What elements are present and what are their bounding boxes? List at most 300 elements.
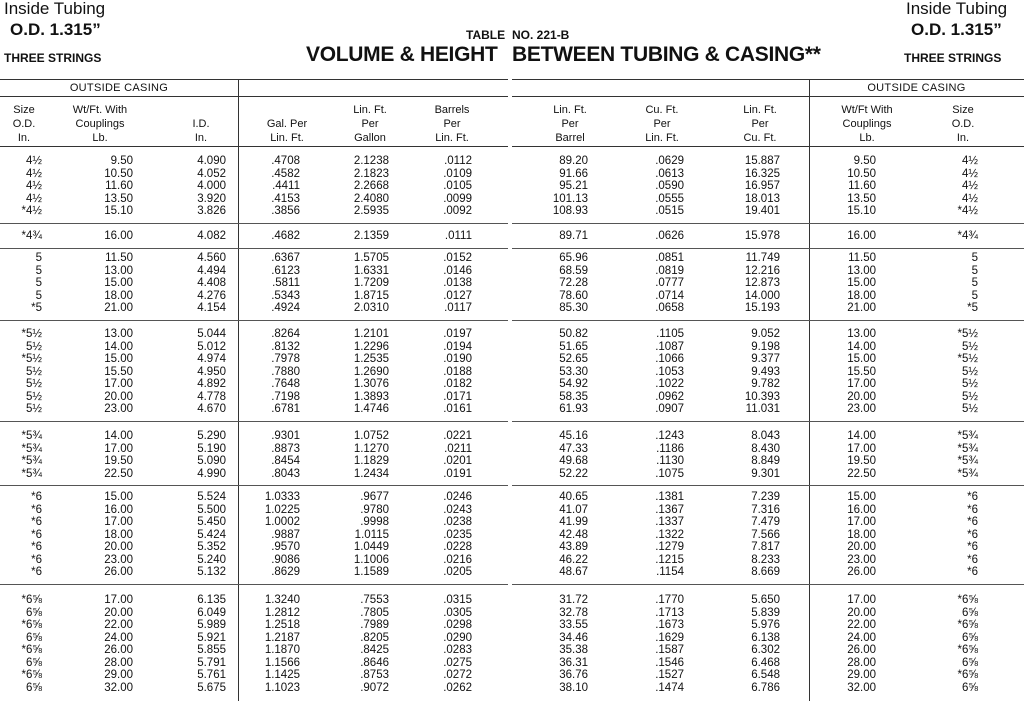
table-cell: 5.190: [197, 442, 226, 455]
table-cell: 1.2434: [353, 467, 389, 480]
table-cell: 4½: [26, 167, 42, 180]
table-cell: 14.000: [744, 289, 780, 302]
table-cell: 36.31: [559, 656, 588, 669]
table-cell: 5½: [26, 378, 42, 390]
table-cell: 10.50: [847, 167, 876, 180]
column-header-rule: [0, 146, 508, 147]
table-cell: 23.00: [847, 553, 876, 566]
table-cell: .6367: [271, 252, 300, 264]
table-cell: .8264: [271, 328, 300, 340]
table-cell: .0201: [443, 455, 472, 467]
table-cell: 4.778: [197, 390, 226, 403]
table-cell: *6: [31, 503, 42, 516]
left-column-header-1-line-1: Couplings: [75, 118, 125, 130]
group-separator: [512, 223, 1024, 224]
right-column-header-4-line-1: O.D.: [951, 118, 975, 130]
table-cell: 22.50: [104, 467, 133, 480]
table-number-left: TABLE: [466, 28, 506, 42]
outside-casing-header-left: OUTSIDE CASING: [69, 82, 169, 94]
table-cell: 18.013: [744, 192, 780, 205]
table-cell: 7.566: [751, 528, 780, 541]
left-column-header-3-line-2: Lin. Ft.: [270, 132, 304, 144]
table-cell: 7.239: [751, 491, 780, 503]
left-column-header-5-line-2: Lin. Ft.: [435, 132, 469, 144]
table-cell: 32.78: [559, 606, 588, 619]
table-cell: *6: [967, 566, 978, 578]
table-cell: .1075: [655, 467, 684, 480]
table-cell: 47.33: [559, 442, 588, 455]
table-cell: 5½: [26, 403, 42, 415]
table-cell: 72.28: [559, 277, 588, 289]
table-cell: 5½: [26, 365, 42, 378]
table-cell: .1215: [655, 553, 684, 566]
table-cell: 9.50: [853, 155, 876, 167]
table-cell: 17.00: [104, 378, 133, 390]
table-cell: .0777: [655, 277, 684, 289]
table-cell: .1587: [655, 644, 684, 656]
table-cell: 19.50: [104, 455, 133, 467]
table-cell: 1.0225: [264, 503, 300, 516]
table-top-rule-right: [512, 79, 1024, 80]
table-cell: 20.00: [847, 606, 876, 619]
table-cell: *6: [31, 516, 42, 528]
table-cell: .0907: [655, 403, 684, 415]
table-cell: .7648: [271, 378, 300, 390]
table-cell: .9086: [271, 553, 300, 566]
table-cell: 91.66: [559, 167, 588, 180]
table-cell: 5.424: [197, 528, 226, 541]
table-cell: 8.233: [751, 553, 780, 566]
table-cell: .1474: [655, 681, 684, 694]
table-cell: .0182: [443, 378, 472, 390]
table-cell: .0555: [655, 192, 684, 205]
column-header-rule-right: [512, 146, 1024, 147]
table-cell: .8132: [271, 340, 300, 353]
table-cell: .8043: [271, 467, 300, 480]
table-cell: 4.000: [197, 180, 226, 192]
table-cell: .0112: [444, 155, 472, 167]
table-cell: .4682: [271, 230, 300, 242]
table-cell: *5¾: [21, 442, 42, 455]
table-cell: 5.989: [197, 619, 226, 631]
table-cell: .7989: [360, 619, 389, 631]
table-cell: 68.59: [559, 264, 588, 277]
table-cell: .0851: [655, 252, 684, 264]
table-cell: 42.48: [559, 528, 588, 541]
table-cell: 36.76: [559, 669, 588, 681]
table-cell: 11.50: [848, 252, 876, 264]
table-cell: *6: [31, 553, 42, 566]
left-column-header-4-line-0: Lin. Ft.: [353, 104, 387, 116]
table-cell: 5.650: [751, 594, 780, 606]
table-cell: .0211: [444, 442, 472, 455]
table-cell: 5.240: [197, 553, 226, 566]
table-cell: *5¾: [21, 430, 42, 442]
group-separator: [512, 421, 1024, 422]
table-cell: 6⅝: [962, 631, 978, 644]
table-cell: 26.00: [847, 566, 876, 578]
table-cell: 1.1589: [353, 566, 389, 578]
table-cell: 15.00: [847, 277, 876, 289]
table-cell: .0626: [655, 230, 684, 242]
table-cell: 1.1870: [264, 644, 300, 656]
table-cell: 11.031: [745, 403, 780, 415]
table-cell: 5: [35, 277, 42, 289]
group-separator: [512, 320, 1024, 321]
table-cell: 1.5705: [353, 252, 389, 264]
table-cell: 4.974: [197, 353, 226, 365]
table-cell: 45.16: [559, 430, 588, 442]
table-cell: .0658: [655, 302, 684, 314]
table-cell: 17.00: [847, 516, 876, 528]
right-od: O.D. 1.315”: [911, 20, 1002, 39]
table-cell: .0221: [443, 430, 472, 442]
table-cell: 2.2668: [353, 180, 389, 192]
table-cell: 2.0310: [353, 302, 389, 314]
table-cell: 3.920: [197, 192, 226, 205]
table-cell: 15.887: [744, 155, 780, 167]
main-title-right: BETWEEN TUBING & CASING**: [512, 43, 821, 66]
left-title: Inside Tubing: [4, 0, 106, 18]
table-cell: 1.3240: [264, 594, 300, 606]
table-cell: 3.826: [197, 205, 226, 217]
table-cell: .0092: [443, 205, 472, 217]
group-separator: [0, 248, 508, 249]
table-cell: .0290: [443, 631, 472, 644]
table-cell: 18.00: [104, 528, 133, 541]
group-separator: [512, 248, 1024, 249]
table-cell: .0109: [443, 167, 472, 180]
left-column-header-1-line-2: Lb.: [92, 132, 108, 144]
table-cell: 1.1566: [264, 656, 300, 669]
table-cell: 9.50: [110, 155, 133, 167]
table-cell: .1243: [655, 430, 684, 442]
table-cell: 2.5935: [353, 205, 389, 217]
table-cell: 5.500: [197, 503, 226, 516]
table-cell: .0152: [443, 252, 472, 264]
table-cell: 1.2101: [353, 328, 389, 340]
table-cell: *5: [31, 302, 42, 314]
table-cell: 16.957: [744, 180, 780, 192]
table-cell: 2.1238: [353, 155, 389, 167]
table-cell: .1367: [655, 503, 684, 516]
table-cell: *6: [967, 528, 978, 541]
table-cell: 5½: [26, 340, 42, 353]
table-cell: *5½: [957, 328, 978, 340]
table-cell: .1673: [655, 619, 684, 631]
table-cell: 1.2296: [353, 340, 389, 353]
left-od: O.D. 1.315”: [10, 20, 101, 39]
table-cell: 4½: [962, 155, 978, 167]
table-cell: 38.10: [559, 681, 588, 694]
table-cell: 1.0449: [353, 541, 389, 553]
table-cell: 4½: [962, 167, 978, 180]
table-cell: 5: [35, 252, 42, 264]
table-cell: 5.921: [197, 631, 226, 644]
right-column-header-0-line-0: Lin. Ft.: [553, 104, 587, 116]
table-cell: .7805: [360, 606, 389, 619]
table-cell: .0161: [443, 403, 472, 415]
table-cell: *4½: [21, 205, 42, 217]
table-cell: 5: [35, 289, 42, 302]
group-separator: [0, 584, 508, 585]
table-cell: 13.00: [104, 328, 133, 340]
table-cell: 78.60: [559, 289, 588, 302]
left-column-header-4-line-1: Per: [361, 118, 379, 130]
table-cell: .1087: [655, 340, 684, 353]
group-header-rule-right: [512, 96, 1024, 97]
group-separator: [0, 320, 508, 321]
table-cell: .9887: [271, 528, 300, 541]
table-cell: 2.1359: [353, 230, 389, 242]
table-cell: 5: [971, 289, 978, 302]
table-cell: .0246: [443, 491, 472, 503]
table-cell: *6: [31, 528, 42, 541]
table-cell: .4411: [272, 180, 300, 192]
table-cell: 9.052: [751, 328, 780, 340]
table-cell: *6: [31, 491, 42, 503]
table-cell: .1066: [655, 353, 684, 365]
left-column-header-0-line-2: In.: [17, 132, 31, 144]
table-cell: 7.479: [751, 516, 780, 528]
table-cell: 9.377: [751, 353, 780, 365]
table-cell: 14.00: [104, 430, 133, 442]
table-cell: 16.00: [104, 503, 133, 516]
table-cell: *6⅝: [21, 644, 42, 656]
table-cell: 5.290: [197, 430, 226, 442]
table-cell: 1.2690: [353, 365, 389, 378]
main-title-left: VOLUME & HEIGHT: [306, 43, 498, 66]
table-cell: 5: [971, 277, 978, 289]
table-cell: 6⅝: [26, 681, 42, 694]
table-cell: .0197: [443, 328, 472, 340]
table-cell: 9.493: [751, 365, 780, 378]
table-cell: 6.049: [197, 606, 226, 619]
table-cell: .0243: [443, 503, 472, 516]
table-cell: *5¾: [957, 455, 978, 467]
table-cell: 24.00: [847, 631, 876, 644]
table-cell: .8629: [271, 566, 300, 578]
table-cell: *6⅝: [957, 619, 978, 631]
table-cell: 6.786: [751, 681, 780, 694]
table-cell: .0819: [655, 264, 684, 277]
table-cell: 31.72: [559, 594, 588, 606]
table-cell: 35.38: [559, 644, 588, 656]
left-column-header-2-line-1: I.D.: [192, 118, 210, 130]
table-cell: 17.00: [104, 594, 133, 606]
table-cell: .4582: [271, 167, 300, 180]
table-cell: 32.00: [847, 681, 876, 694]
table-cell: .0613: [655, 167, 684, 180]
table-cell: 20.00: [847, 541, 876, 553]
table-cell: 15.50: [847, 365, 876, 378]
table-cell: 4.494: [197, 264, 226, 277]
table-cell: 15.00: [104, 353, 133, 365]
table-cell: .0962: [655, 390, 684, 403]
left-column-header-4-line-2: Gallon: [354, 132, 386, 144]
table-cell: 5.675: [197, 681, 226, 694]
table-cell: *5½: [21, 328, 42, 340]
table-cell: 5.855: [197, 644, 226, 656]
table-cell: 4.408: [197, 277, 226, 289]
table-cell: 5.450: [197, 516, 226, 528]
table-cell: .8205: [360, 631, 389, 644]
right-page: [512, 0, 1024, 701]
table-cell: .7978: [271, 353, 300, 365]
table-cell: 16.325: [744, 167, 780, 180]
table-cell: 15.50: [104, 365, 133, 378]
table-cell: 18.00: [104, 289, 133, 302]
table-cell: 26.00: [104, 644, 133, 656]
table-cell: 108.93: [552, 205, 588, 217]
table-cell: .9998: [360, 516, 389, 528]
table-cell: 1.2812: [264, 606, 300, 619]
left-column-header-3-line-1: Gal. Per: [266, 118, 308, 130]
table-cell: .0305: [443, 606, 472, 619]
table-cell: 51.65: [559, 340, 588, 353]
table-cell: 21.00: [104, 302, 133, 314]
table-cell: 1.7209: [353, 277, 389, 289]
table-cell: 33.55: [559, 619, 588, 631]
table-cell: 17.00: [847, 442, 876, 455]
table-cell: *5: [967, 302, 978, 314]
right-column-header-2-line-0: Lin. Ft.: [743, 104, 777, 116]
table-cell: 5.044: [197, 328, 226, 340]
table-cell: .0194: [443, 340, 472, 353]
table-cell: 6⅝: [26, 656, 42, 669]
table-cell: 16.00: [104, 230, 133, 242]
table-cell: 15.10: [104, 205, 133, 217]
table-cell: 41.07: [559, 503, 588, 516]
table-cell: 26.00: [847, 644, 876, 656]
table-cell: 9.198: [751, 340, 780, 353]
table-cell: 49.68: [559, 455, 588, 467]
table-cell: *5¾: [21, 455, 42, 467]
table-cell: 15.978: [744, 230, 780, 242]
table-cell: 1.1006: [353, 553, 389, 566]
table-cell: *6⅝: [957, 594, 978, 606]
table-cell: .7553: [360, 594, 389, 606]
table-cell: *6⅝: [957, 669, 978, 681]
table-cell: 2.1823: [353, 167, 389, 180]
table-cell: 8.043: [751, 430, 780, 442]
table-cell: 14.00: [847, 430, 876, 442]
table-cell: .8753: [360, 669, 389, 681]
table-cell: 52.65: [559, 353, 588, 365]
table-cell: 13.00: [847, 328, 876, 340]
table-cell: 13.50: [104, 192, 133, 205]
table-cell: .1322: [655, 528, 684, 541]
table-cell: 5½: [962, 403, 978, 415]
table-cell: 19.401: [744, 205, 780, 217]
table-cell: 4.154: [197, 302, 226, 314]
table-cell: *4½: [957, 205, 978, 217]
table-cell: 6⅝: [26, 606, 42, 619]
table-cell: .1154: [656, 566, 684, 578]
table-cell: *4¾: [957, 230, 978, 242]
group-header-rule: [0, 96, 508, 97]
table-cell: .8873: [271, 442, 300, 455]
table-cell: .1053: [655, 365, 684, 378]
left-page: [0, 0, 508, 701]
table-cell: 11.50: [105, 252, 133, 264]
table-cell: 50.82: [559, 328, 588, 340]
table-cell: .1770: [655, 594, 684, 606]
table-cell: 1.2535: [353, 353, 389, 365]
right-column-header-2-line-1: Per: [751, 118, 769, 130]
table-cell: 89.71: [559, 230, 588, 242]
table-cell: 20.00: [847, 390, 876, 403]
table-cell: .0298: [443, 619, 472, 631]
table-cell: 13.00: [104, 264, 133, 277]
left-column-header-2-line-2: In.: [194, 132, 208, 144]
table-cell: 1.0752: [353, 430, 389, 442]
table-cell: 1.1270: [353, 442, 389, 455]
table-cell: 20.00: [104, 541, 133, 553]
table-cell: .9072: [360, 681, 389, 694]
table-cell: .0216: [443, 553, 472, 566]
table-cell: .1527: [655, 669, 684, 681]
table-cell: 9.782: [751, 378, 780, 390]
table-cell: 12.873: [744, 277, 780, 289]
table-cell: 4½: [962, 180, 978, 192]
table-cell: 28.00: [104, 656, 133, 669]
table-cell: 1.3076: [353, 378, 389, 390]
table-cell: 6⅝: [962, 656, 978, 669]
table-cell: 4½: [26, 155, 42, 167]
table-cell: 21.00: [847, 302, 876, 314]
table-cell: 13.00: [847, 264, 876, 277]
table-cell: .5343: [271, 289, 300, 302]
table-cell: 89.20: [559, 155, 588, 167]
right-column-header-1-line-1: Per: [653, 118, 671, 130]
table-cell: 22.00: [104, 619, 133, 631]
table-cell: 5.839: [751, 606, 780, 619]
table-cell: 85.30: [559, 302, 588, 314]
group-separator: [0, 421, 508, 422]
table-cell: .8646: [360, 656, 389, 669]
table-cell: 52.22: [559, 467, 588, 480]
table-cell: 22.50: [847, 467, 876, 480]
table-cell: 16.00: [847, 230, 876, 242]
table-cell: 8.849: [751, 455, 780, 467]
table-cell: .0714: [655, 289, 684, 302]
table-cell: 54.92: [559, 378, 588, 390]
table-cell: .6781: [271, 403, 300, 415]
table-cell: 1.8715: [353, 289, 389, 302]
table-cell: 12.216: [744, 264, 780, 277]
table-cell: .0275: [443, 656, 472, 669]
right-strings: THREE STRINGS: [904, 51, 1002, 65]
table-cell: .0127: [443, 289, 472, 302]
table-cell: 19.50: [847, 455, 876, 467]
table-cell: 6.135: [197, 594, 226, 606]
table-cell: .0138: [443, 277, 472, 289]
table-cell: .8425: [360, 644, 389, 656]
table-cell: *6: [967, 541, 978, 553]
table-cell: 5.761: [197, 669, 226, 681]
table-cell: 6.468: [751, 656, 780, 669]
table-cell: 18.00: [847, 528, 876, 541]
table-cell: *6: [967, 516, 978, 528]
table-cell: 1.2187: [264, 631, 300, 644]
left-column-header-0-line-0: Size: [13, 104, 35, 116]
table-cell: 6.548: [751, 669, 780, 681]
table-cell: 7.817: [751, 541, 780, 553]
table-cell: .0190: [443, 353, 472, 365]
table-cell: 5.012: [197, 340, 226, 353]
table-cell: 5.976: [751, 619, 780, 631]
